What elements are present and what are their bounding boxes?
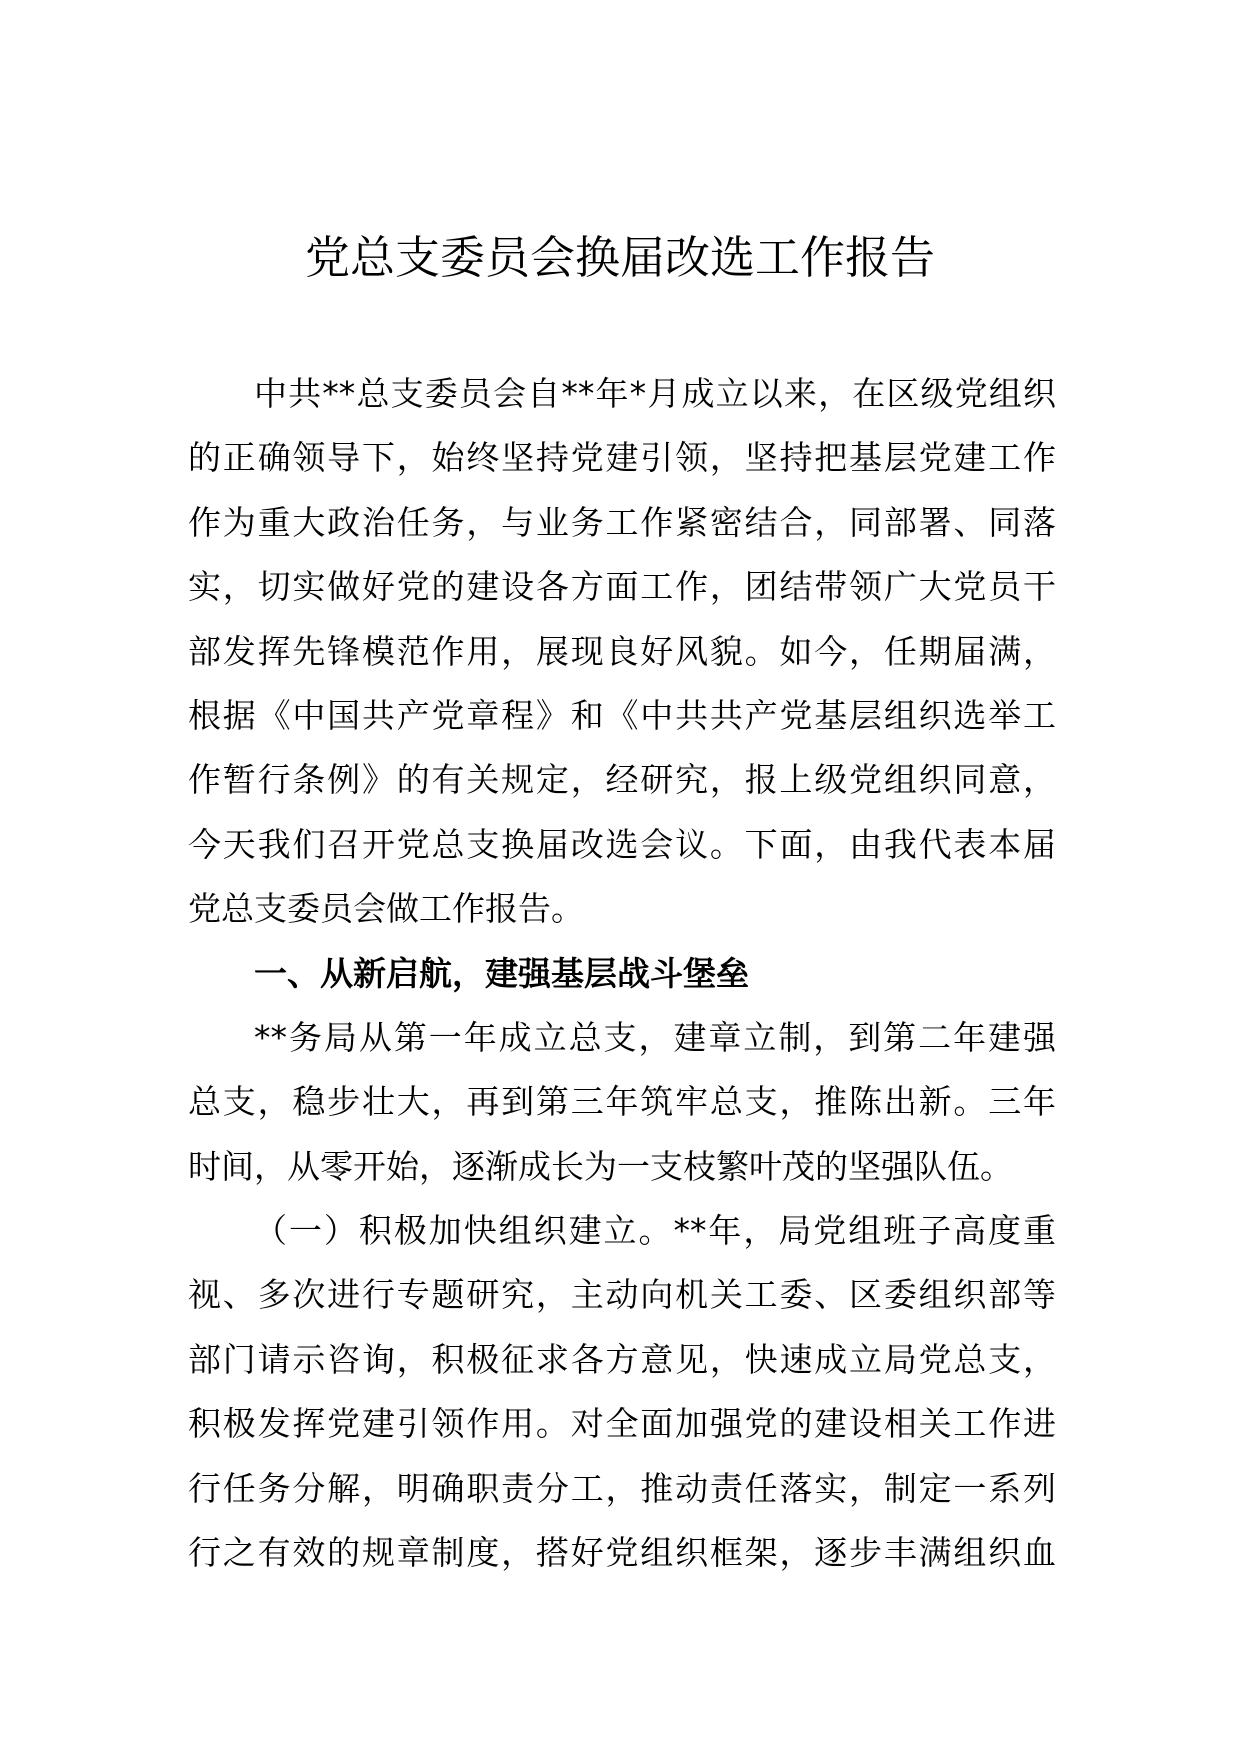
paragraph-line: 行之有效的规章制度，搭好党组织框架，逐步丰满组织血 xyxy=(188,1533,1056,1573)
paragraph-line: 中共**总支委员会自**年*月成立以来，在区级党组织 xyxy=(254,374,1056,413)
paragraph-line: 部发挥先锋模范作用，展现良好风貌。如今，任期届满， xyxy=(188,631,1056,671)
paragraph-line: 视、多次进行专题研究，主动向机关工委、区委组织部等 xyxy=(188,1275,1056,1315)
paragraph-line: 积极发挥党建引领作用。对全面加强党的建设相关工作进 xyxy=(188,1404,1056,1444)
paragraph-line: 今天我们召开党总支换届改选会议。下面，由我代表本届 xyxy=(188,824,1056,864)
paragraph-line: 部门请示咨询，积极征求各方意见，快速成立局党总支， xyxy=(188,1339,1056,1379)
paragraph-line: 总支，稳步壮大，再到第三年筑牢总支，推陈出新。三年 xyxy=(188,1082,1056,1122)
paragraph-line: 作为重大政治任务，与业务工作紧密结合，同部署、同落 xyxy=(188,502,1056,542)
section-heading: 一、从新启航，建强基层战斗堡垒 xyxy=(254,953,749,993)
paragraph-line: 作暂行条例》的有关规定，经研究，报上级党组织同意， xyxy=(188,760,1056,800)
paragraph-line: 实，切实做好党的建设各方面工作，团结带领广大党员干 xyxy=(188,567,1056,607)
paragraph-line: （一）积极加快组织建立。**年，局党组班子高度重 xyxy=(254,1211,1056,1251)
document-title: 党总支委员会换届改选工作报告 xyxy=(304,231,935,284)
paragraph-line: 根据《中国共产党章程》和《中共共产党基层组织选举工 xyxy=(188,695,1056,735)
paragraph-line: **务局从第一年成立总支，建章立制，到第二年建强 xyxy=(254,1017,1056,1057)
paragraph-line: 党总支委员会做工作报告。 xyxy=(188,889,584,929)
document-body xyxy=(188,362,1056,1585)
paragraph-line: 行任务分解，明确职责分工，推动责任落实，制定一系列 xyxy=(188,1468,1056,1508)
paragraph-line: 的正确领导下，始终坚持党建引领，坚持把基层党建工作 xyxy=(188,438,1056,478)
paragraph-line: 时间，从零开始，逐渐成长为一支枝繁叶茂的坚强队伍。 xyxy=(188,1146,1013,1186)
